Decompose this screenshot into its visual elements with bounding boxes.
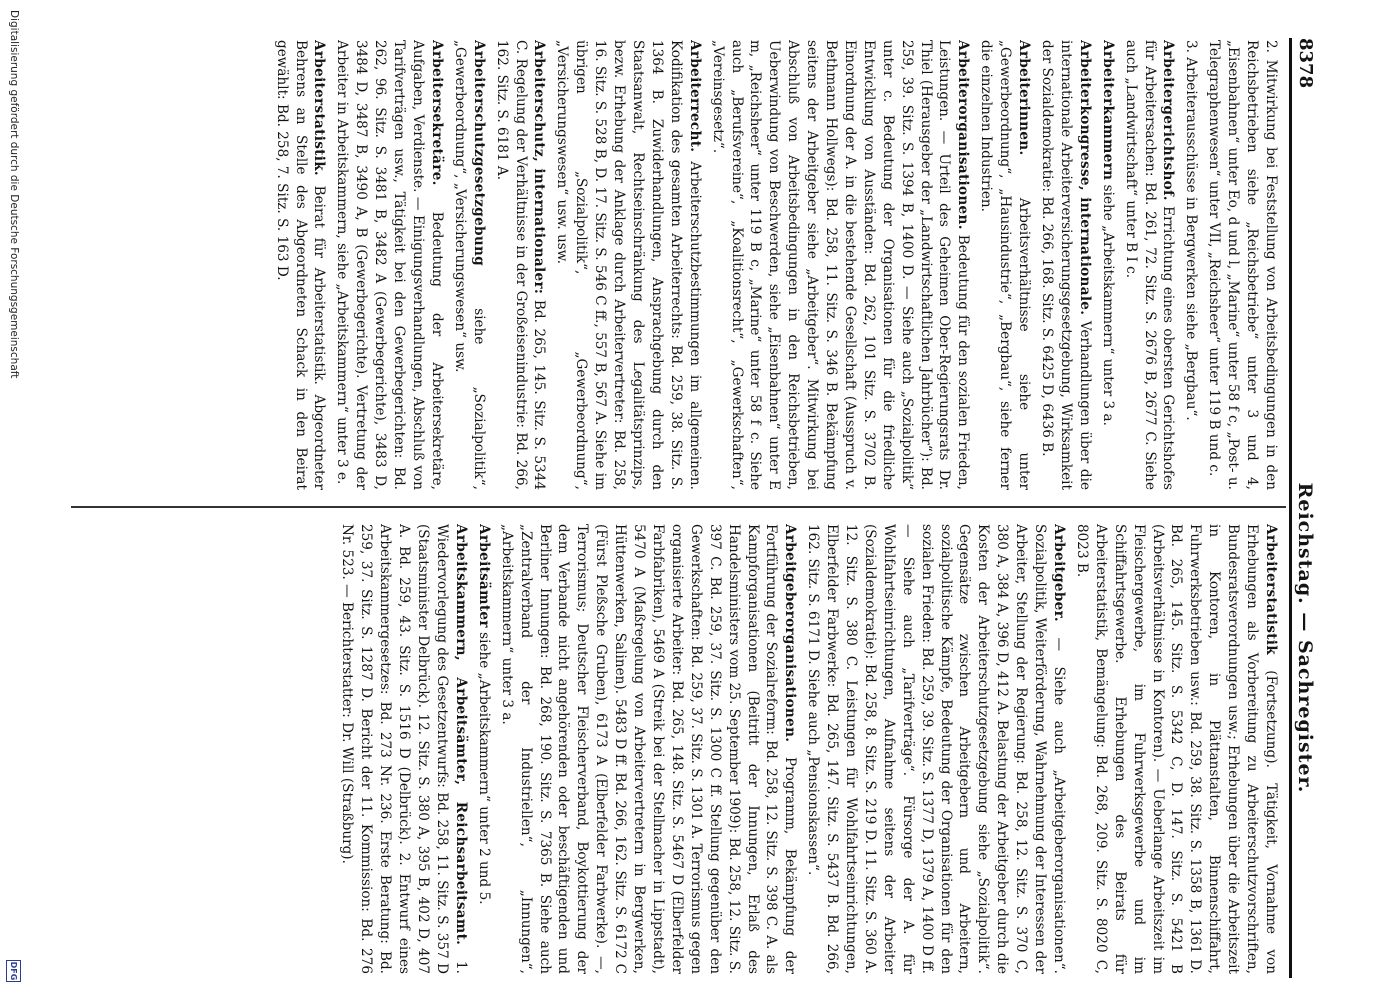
register-entry [1181, 40, 1200, 490]
entry-term: Arbeiterstatistik. [311, 40, 328, 176]
page-number: 8378 [1295, 38, 1316, 89]
header-rule [1289, 38, 1292, 978]
register-entry [1098, 40, 1117, 490]
entry-term: Arbeitsämter [475, 524, 492, 628]
entry-text: Arbeiterschutzbestimmungen im allgemeinen. Kodifikation des gesamten Arbeiterrechts: Bd. 259, 38. Sitz. S. 1364 B. Zuwiderhandlungen, Ansprachgebung durch den Staatsanwalt, Rechtseinschränkung des Legalitätsprinzips, bezw. Erhebung der Anklage durch Arbeitervertreter: Bd. 258, 16. Sitz. S. 528 B, D. 17. Sitz. S. 546 C ff., 557 B, 567 A. Siehe im übrigen „Sozialpolitik“, „Gewerbeordnung“, „Versicherungswesen“ usw. usw. [554, 40, 703, 490]
entry-term: Arbeitgeberorganisationen. [782, 524, 799, 743]
entry-term: Arbeiterinnen. [1016, 40, 1033, 156]
entry-term: Arbeitergerichtshof. [1160, 40, 1177, 201]
register-entry [474, 524, 493, 974]
entry-text: siehe „Sozialpolitik“, „Gewerbeordnung“, „Versicherungswesen“ usw. [451, 40, 487, 490]
register-entry [338, 524, 470, 974]
entry-text: Verhandlungen über die internationale Arbeiterversicherungsgesetzgebung, Wirksamkeit der Sozialdemokratie: Bd. 266, 168. Sitz. S. 6425 D, 6436 B. [1039, 40, 1093, 490]
left-column [70, 40, 1280, 490]
entry-term: Arbeiterkammern [1099, 40, 1116, 181]
entry-term: Arbeiterstatistik [1263, 524, 1279, 655]
register-entry [803, 524, 1068, 974]
register-entry [333, 40, 446, 490]
entry-term: Arbeitgeber. [1051, 524, 1068, 622]
running-head: Reichstag. — Sachregister. [1294, 482, 1316, 794]
register-entry [1121, 40, 1178, 490]
entry-term: Arbeiterschutz, internationaler: [531, 40, 548, 295]
entry-text: Bedeutung der Arbeitersekretäre, Aufgaben, Verdienste. — Einigungsverhandlungen, Abschluß von Tarifverträgen usw., Tätigkeit bei den Gewerbegerichten: Bd. 262, 96. Sitz. S. 3481 B, 3482 A (Gewerbegerichte), 3483 D, 3484 D, 3487 B, 3490 A, B (Gewerbegerichte). Vertretung der Arbeiter in Arbeitskammern, siehe „Arbeitskammern“ unter 3 e. [334, 40, 445, 490]
right-column [70, 524, 1280, 974]
register-entry [1037, 40, 1094, 490]
entry-text: Beirat für Arbeiterstatistik. Abgeordneter Behrens an Stelle des Abgeordneten Schack in den Beirat gewählt: Bd. 258, 7. Sitz. S. 163 D. [273, 40, 328, 490]
entry-text: Programm, Bekämpfung der Fortführung der Sozialreform: Bd. 258, 12. Sitz. S. 398 C. A. als Kampforganisationen (Beitritt der Innungen, Erlaß des Handelsministers vom 25. September 1909): Bd. 258, 12. Sitz. S. 397 C. Bd. 259, 37. Sitz. S. 1300 C ff. Stellung gegenüber den Gewerkschaften: Bd. 259, 37. Sitz. S. 1301 A. Terrorismus gegen organisierte Arbeiter: Bd. 265, 148. Sitz. S. 5467 D (Elberfelder Farbfabriken), 5469 A (Streik bei der Stellmacher in Lippstadt), 5470 A (Maßregelung von Arbeitervertretern in Bergwerken, Hüttenwerken, Salinen). 5483 D ff. Bd. 266, 162. Sitz. S. 6172 C (Fürst Pleßsche Gruben), 6173 A (Elberfelder Farbwerke). —, Terrorismus; Deutscher Fleischerverband, Boykottierung der dem Verbande nicht angehörenden oder beschäftigenden und Berliner Innungen: Bd. 268, 190. Sitz. S. 7365 B. Siehe auch „Zentralverband der Industriellen“, „Innungen“, „Arbeitskammern“ unter 3 a. [498, 524, 799, 974]
register-entry [976, 40, 1033, 490]
register-entry [272, 40, 329, 490]
entry-text: 1. Wiedervorlegung des Gesetzentwurfs: Bd. 258, 11. Sitz. S. 357 D (Staatsminister Delbrück). 12. Sitz. S. 380 A, 395 B, 402 D, 407 A. Bd. 259, 43. Sitz. S. 1516 D (Delbrück). 2. Entwurf eines Arbeitskammergesetzes: Bd. 273 Nr. 236. Erste Beratung: Bd. 259, 37. Sitz. S. 1287 D. Bericht der 11. Kommission: Bd. 276 Nr. 523. — Berichterstatter: Dr. Will (Straßburg). [339, 524, 469, 974]
column-divider [71, 506, 1286, 508]
entry-term: Arbeitersekretäre. [428, 40, 445, 186]
entry-text: — Siehe auch „Arbeitgeberorganisationen“. Sozialpolitik, Weiterförderung, Wahrnehmung der Interessen der Arbeiter, Stellung der Regierung: Bd. 258, 12. Sitz. S. 370 C, 380 A, 384 A, 396 D, 412 A. Belastung der Arbeitgeber durch die Kosten der Arbeiterschutzgesetzgebung siehe „Sozialpolitik“. Gegensätze zwischen Arbeitgebern und Arbeitern, sozialpolitische Kämpfe, Bedeutung der Organisationen für den sozialen Frieden: Bd. 259, 39. Sitz. S. 1377 D, 1379 A, 1400 D ff. — Siehe auch „Tarifverträge“. Fürsorge der A. für Wohlfahrtseinrichtungen, Aufnahme seitens der Arbeiter (Sozialdemokratie): Bd. 258, 8. Sitz. S. 219 D. 11. Sitz. S. 360 A. 12. Sitz. S. 380 C. Leistungen für Wohlfahrtseinrichtungen, Elberfelder Farbwerke: Bd. 265, 147. Sitz. S. 5437 B. Bd. 266, 162. Sitz. S. 6171 D. Siehe auch „Pensionskassen“. [805, 524, 1068, 974]
funding-note: Digitalisierung gefördert durch die Deutsche Forschungsgemeinschaft [8, 10, 20, 379]
register-entry [708, 40, 973, 490]
register-entry [492, 40, 549, 490]
dfg-logo: DFG [6, 960, 21, 982]
entry-text: 2. Mitwirkung bei Feststellung von Arbeitsbedingungen in den Reichsbetrieben siehe „Reichsbetriebe“ unter 3 und 4, „Eisenbahnen“ unter Eo, d und l, „Marine“ unter 58 f c, „Post- u. Telegraphenwesen“ unter VII, „Reichsheer“ unter 119 B und c. [1206, 40, 1279, 490]
entry-text: Bd. 265, 145. Sitz. S. 5344 C. Regelung der Verhältnisse in der Großeisenindustrie: Bd. 266, 162. Sitz. S. 6181 A. [493, 40, 548, 490]
entry-text: siehe „Arbeitskammern“ unter 2 und 5. [475, 632, 492, 905]
register-entry [497, 524, 800, 974]
entry-text: Bedeutung für den sozialen Frieden, Leistungen. — Urteil des Geheimen Ober-Regierungsrats Dr. Thiel (Herausgeber der „Landwirtschaftlichen Jahrbücher“): Bd. 259, 39. Sitz. S. 1394 B, 1400 D. — Siehe auch „Sozialpolitik“ unter c. Bedeutung der Organisationen für die friedliche Entwicklung von Ausständen: Bd. 262, 101 Sitz. S. 3702 B. Einordnung der A. in die bestehende Gesellschaft (Ausspruch v. Bethmann Hollwegs): Bd. 258, 11. Sitz. S. 346 B. Bekämpfung seitens der Arbeitgeber siehe „Arbeitgeber“. Mitwirkung bei Abschluß von Arbeitsbedingungen in den Reichsbetrieben, Ueberwindung von Beschwerden, siehe „Eisenbahnen“ unter E m, „Reichsheer“ unter 119 B c, „Marine“ unter 58 f c. Siehe auch „Berufsvereine“, „Koalitionsrecht“, „Gewerkschaften“, „Vereinsgesetz“. [709, 40, 972, 490]
register-page [55, 38, 1320, 978]
entry-text: 3. Arbeiterausschüsse in Bergwerken siehe „Bergbau“. [1183, 40, 1200, 421]
entry-term: Arbeiterschutzgesetzgebung [470, 40, 487, 266]
entry-text: siehe „Arbeitskammern“ unter 3 a. [1099, 184, 1116, 426]
entry-term: Arbeitskammern, Arbeitsämter, Reichsarbeitsamt. [452, 524, 469, 946]
register-entry [1204, 40, 1280, 490]
entry-term: Arbeiterkongresse, internationale. [1076, 40, 1093, 316]
register-entry [1072, 524, 1280, 974]
entry-text: Errichtung eines obersten Gerichtshofes für Arbeitersachen: Bd. 261, 72. Sitz. S. 2676 B, 2677 C. Siehe auch „Landwirtschaft“ unter B I c. [1122, 40, 1177, 490]
register-entry [552, 40, 703, 490]
entry-term: Arbeiterrecht. [686, 40, 703, 153]
entry-text: Arbeitsverhältnisse siehe unter „Gewerbeordnung“, „Hausindustrie“, „Bergbau“, siehe ferner die einzelnen Industrien. [978, 40, 1033, 490]
entry-text: (Fortsetzung). Tätigkeit, Vornahme von Erhebungen als Vorbereitung zu Arbeiterschutzvorschriften, Bundesratsverordnungen usw.; Erhebungen über die Arbeitszeit in Kontoren, in Plättanstalten, Binnenschiffahrt, Fuhrwerksbetrieben usw.: Bd. 259, 38. Sitz. S. 1358 B, 1361 D. Bd. 265, 145. Sitz. S. 5342 C, D. 147. Sitz. S. 5421 B (Arbeitsverhältnisse in Kontoren). — Ueberlange Arbeitszeit im Fleischergewerbe, im Fuhrwerksgewerbe und im Schiffahrtsgewerbe. Erhebungen des Beirats für Arbeiterstatistik, Bemängelung: Bd. 268, 209. Sitz. S. 8020 C, 8023 B. [1073, 524, 1279, 974]
register-entry [450, 40, 488, 490]
entry-term: Arbeiterorganisationen. [955, 40, 972, 230]
